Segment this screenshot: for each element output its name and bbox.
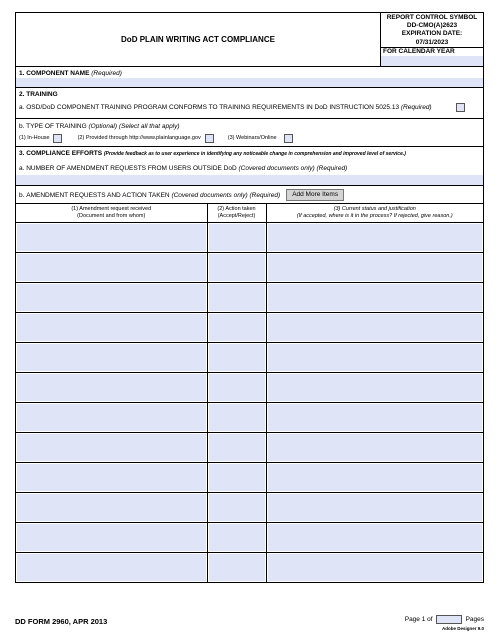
status-field[interactable] [268, 284, 483, 311]
report-control-symbol: REPORT CONTROL SYMBOL DD-CMO(A)2623 EXPIRATION DATE: 07/31/2023 [386, 14, 478, 46]
status-field[interactable] [268, 374, 483, 401]
table-row [16, 312, 483, 342]
action-field[interactable] [209, 344, 265, 371]
training-conforms-checkbox[interactable] [456, 103, 465, 112]
page-count: Page 1 of Pages [404, 616, 484, 623]
section-training-type: b. TYPE OF TRAINING (Optional) (Select all that apply) (1) In-House (2) Provided through http://www.plainlanguage.gov (3) Webinars/Online [16, 119, 483, 147]
report-control-block [381, 13, 483, 66]
form-title: DoD PLAIN WRITING ACT COMPLIANCE [16, 13, 381, 66]
webinars-online-checkbox[interactable] [284, 134, 293, 143]
status-field[interactable] [268, 224, 483, 251]
amendment-table [16, 204, 483, 582]
request-field[interactable] [17, 494, 206, 521]
request-field[interactable] [17, 554, 206, 582]
column-header-request: (1) Amendment request received (Document and from whom) [16, 204, 207, 222]
status-field[interactable] [268, 554, 483, 582]
request-field[interactable] [17, 284, 206, 311]
status-field[interactable] [268, 314, 483, 341]
table-header-row [16, 204, 483, 222]
table-row [16, 462, 483, 492]
request-field[interactable] [17, 344, 206, 371]
request-field[interactable] [17, 254, 206, 281]
amendment-count-field[interactable] [16, 175, 483, 185]
request-field[interactable] [17, 404, 206, 431]
total-pages-field[interactable] [436, 615, 462, 624]
plainlanguage-checkbox[interactable] [205, 134, 214, 143]
add-more-items-button[interactable]: Add More Items [286, 189, 344, 201]
action-field[interactable] [209, 524, 265, 551]
action-field[interactable] [209, 314, 265, 341]
section-amendment-requests: b. AMENDMENT REQUESTS AND ACTION TAKEN (Covered documents only) (Required) Add More Items [16, 186, 483, 204]
status-field[interactable] [268, 344, 483, 371]
action-field[interactable] [209, 464, 265, 491]
status-field[interactable] [268, 254, 483, 281]
form-header [16, 13, 483, 67]
action-field[interactable] [209, 284, 265, 311]
request-field[interactable] [17, 374, 206, 401]
request-field[interactable] [17, 464, 206, 491]
status-field[interactable] [268, 404, 483, 431]
action-field[interactable] [209, 374, 265, 401]
table-row [16, 552, 483, 582]
status-field[interactable] [268, 494, 483, 521]
form-number: DD FORM 2960, APR 2013 [15, 617, 108, 626]
request-field[interactable] [17, 224, 206, 251]
table-row [16, 342, 483, 372]
request-field[interactable] [17, 434, 206, 461]
table-row [16, 222, 483, 252]
request-field[interactable] [17, 524, 206, 551]
component-name-field[interactable] [16, 78, 483, 87]
table-row [16, 522, 483, 552]
action-field[interactable] [209, 554, 265, 582]
status-field[interactable] [268, 524, 483, 551]
action-field[interactable] [209, 224, 265, 251]
column-header-status: (3) Current status and justification (If accepted, where is it in the process? If rejected, give reason.) [266, 204, 483, 222]
form-footer [15, 615, 484, 635]
section-training: 2. TRAINING a. OSD/DoD COMPONENT TRAINING PROGRAM CONFORMS TO TRAINING REQUIREMENTS IN DoD INSTRUCTION 5025.13 (Required) [16, 88, 483, 119]
table-row [16, 372, 483, 402]
action-field[interactable] [209, 434, 265, 461]
table-row [16, 252, 483, 282]
table-row [16, 492, 483, 522]
action-field[interactable] [209, 494, 265, 521]
request-field[interactable] [17, 314, 206, 341]
table-row [16, 432, 483, 462]
in-house-checkbox[interactable] [53, 134, 62, 143]
action-field[interactable] [209, 254, 265, 281]
action-field[interactable] [209, 404, 265, 431]
status-field[interactable] [268, 464, 483, 491]
section-compliance-efforts: 3. COMPLIANCE EFFORTS (Provide feedback as to user experience in identifying any noticeable change in comprehension and improved level of service.) a. NUMBER OF AMENDMENT REQUESTS FROM USERS OUTSIDE DoD (Covered documents only) (Required) [16, 147, 483, 186]
section-component-name: 1. COMPONENT NAME (Required) [16, 67, 483, 88]
calendar-year-field[interactable] [381, 56, 483, 66]
designer-note: Adobe Designer 9.0 [441, 626, 484, 631]
dod-plain-writing-form [15, 12, 484, 583]
table-row [16, 282, 483, 312]
column-header-action: (2) Action taken (Accept/Reject) [207, 204, 266, 222]
table-row [16, 402, 483, 432]
status-field[interactable] [268, 434, 483, 461]
calendar-year-label: FOR CALENDAR YEAR [381, 47, 483, 56]
